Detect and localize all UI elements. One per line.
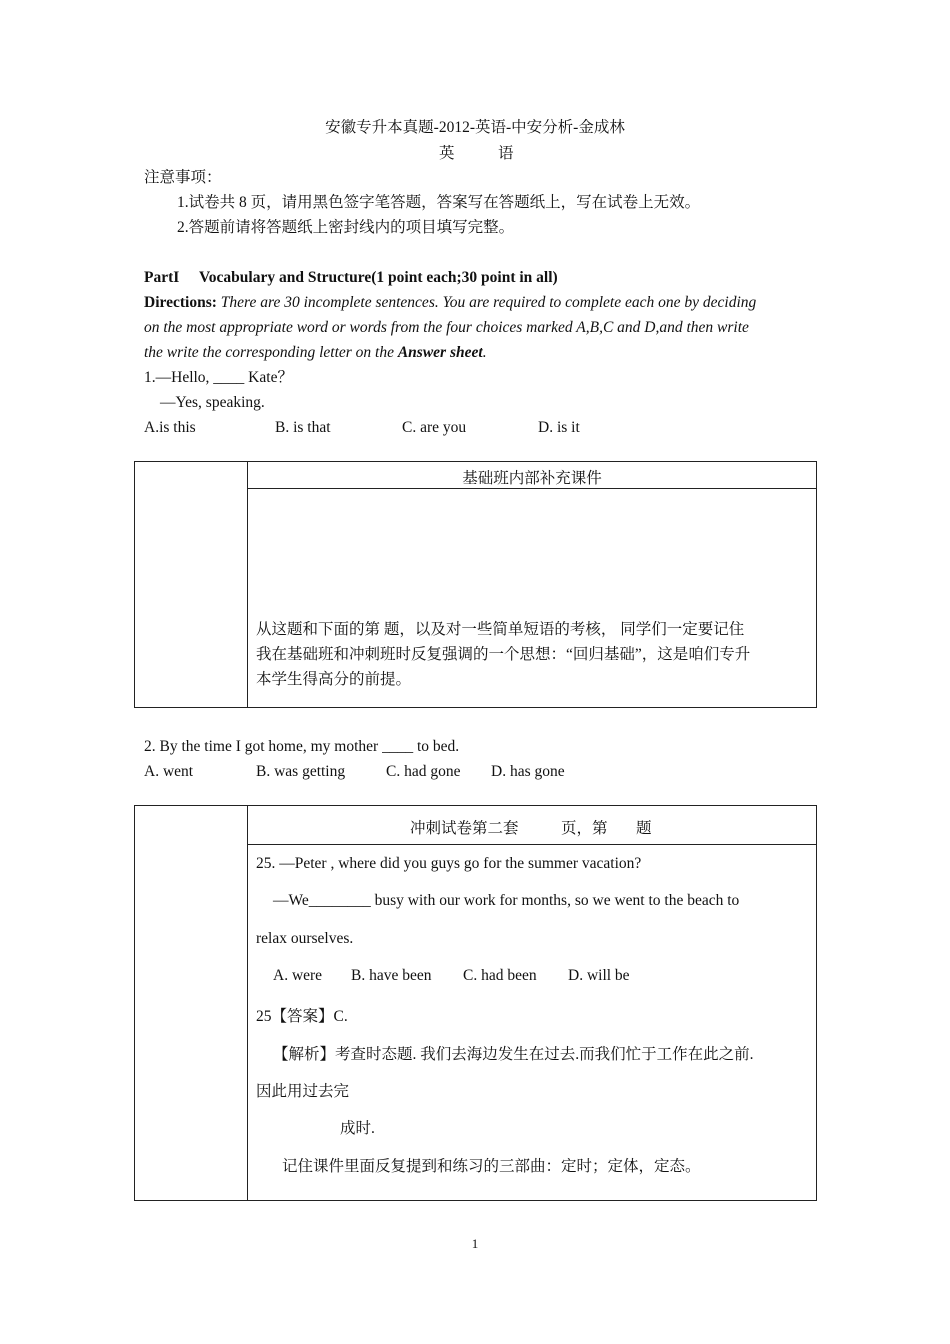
box1-text-line-3: 本学生得高分的前提。: [256, 671, 412, 688]
q2-option-b: B. was getting: [256, 763, 346, 780]
box2-header-c: 题: [636, 820, 652, 837]
box2-option-b: B. have been: [351, 967, 432, 984]
part1-label: PartI: [144, 269, 180, 286]
q2-option-a: A. went: [144, 763, 194, 780]
q1-reply: —Yes, speaking.: [160, 394, 265, 411]
q2-option-d: D. has gone: [491, 763, 565, 780]
box1-text-line-1: 从这题和下面的第 题，以及对一些简单短语的考核， 同学们一定要记住: [256, 621, 745, 638]
box2-question-line-2: —We________ busy with our work for months, so we went to the beach to: [273, 892, 740, 909]
q1-prompt: 1.—Hello, ____ Kate？: [144, 369, 293, 386]
box1-header: 基础班内部补充课件: [462, 470, 602, 487]
q1-option-c: C. are you: [402, 419, 467, 436]
box2-analysis-line-1: 【解析】考查时态题. 我们去海边发生在过去.而我们忙于工作在此之前.: [273, 1046, 754, 1063]
directions-line-2: on the most appropriate word or words from the four choices marked A,B,C and D,and then write: [144, 319, 749, 336]
box2-header-a: 冲刺试卷第二套: [410, 820, 519, 837]
notes-item-1: 1.试卷共 8 页，请用黑色签字笔答题，答案写在答题纸上，写在试卷上无效。: [177, 194, 701, 211]
box2-header-b: 页，第: [561, 820, 608, 837]
box2-option-a: A. were: [273, 967, 323, 984]
box2-option-d: D. will be: [568, 967, 630, 984]
directions-text-3c: .: [482, 344, 487, 361]
notes-heading: 注意事项：: [144, 169, 222, 186]
box2-remember-note: 记住课件里面反复提到和练习的三部曲：定时；定体，定态。: [282, 1158, 701, 1175]
q2-option-c: C. had gone: [386, 763, 461, 780]
q1-option-d: D. is it: [538, 419, 580, 436]
part1-title: Vocabulary and Structure(1 point each;30 point in all): [199, 269, 558, 286]
box2-answer: 25【答案】C.: [256, 1008, 348, 1025]
q1-option-b: B. is that: [275, 419, 331, 436]
page-number: 1: [471, 1236, 479, 1251]
box2-analysis-line-2: 因此用过去完: [256, 1083, 350, 1100]
box2-question-line-3: relax ourselves.: [256, 930, 354, 947]
box2-option-c: C. had been: [463, 967, 537, 984]
directions-line-1: [144, 293, 756, 313]
q2-prompt: 2. By the time I got home, my mother ____ to bed.: [144, 738, 460, 755]
q1-option-a: A.is this: [144, 419, 196, 436]
directions-text-1: There are 30 incomplete sentences. You are required to complete each one by deciding: [220, 294, 757, 311]
box1-text-line-2: 我在基础班和冲刺班时反复强调的一个思想：“回归基础”，这是咱们专升: [256, 646, 751, 663]
directions-text-3a: the write the corresponding letter on the: [144, 344, 398, 361]
document-title: 安徽专升本真题-2012-英语-中安分析-金成林: [325, 119, 625, 136]
box1-divider-vertical: [247, 461, 248, 708]
directions-label: Directions:: [144, 294, 217, 311]
answer-sheet-label: Answer sheet: [397, 344, 483, 361]
subtitle-left: 英: [439, 145, 455, 162]
box2-divider-vertical: [247, 805, 248, 1201]
notes-item-2: 2.答题前请将答题纸上密封线内的项目填写完整。: [177, 219, 515, 236]
box1-divider-horizontal: [247, 488, 817, 489]
subtitle-right: 语: [498, 145, 514, 162]
box2-question-line-1: 25. —Peter , where did you guys go for the summer vacation?: [256, 855, 642, 872]
supplement-box: [134, 461, 817, 708]
directions-line-3: [144, 343, 487, 363]
box2-divider-horizontal: [247, 844, 817, 845]
box2-analysis-line-3: 成时.: [340, 1120, 375, 1137]
